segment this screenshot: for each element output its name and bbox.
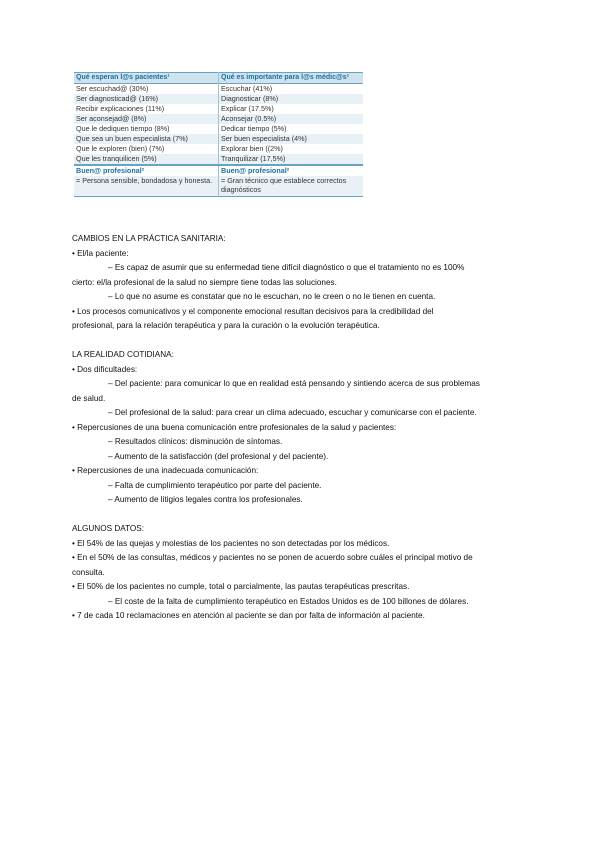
bullet: • En el 50% de las consultas, médicos y pacientes no se ponen de acuerdo sobre cuáles el principal motivo de	[72, 553, 473, 562]
section-title: ALGUNOS DATOS:	[72, 524, 145, 533]
sub-item: – Del profesional de la salud: para crear un clima adecuado, escuchar y comunicarse con el paciente.	[108, 408, 477, 417]
bullet: • Los procesos comunicativos y el componente emocional resultan decisivos para la credibilidad del	[72, 306, 434, 316]
document-body	[72, 232, 532, 624]
sub-item: – Del paciente: para comunicar lo que en realidad está pensando y sintiendo acerca de sus problemas	[108, 379, 480, 388]
cell: Que le exploren (bien) (7%)	[74, 144, 219, 154]
bullet: • Repercusiones de una inadecuada comunicación:	[72, 466, 259, 475]
bullet: • El/la paciente:	[72, 248, 129, 258]
cell: Que les tranquilicen (5%)	[74, 154, 219, 165]
bullet: • Dos dificultades:	[72, 364, 138, 374]
bullet: • El 50% de los pacientes no cumple, total o parcialmente, las pautas terapéuticas prescritas.	[72, 582, 410, 591]
table-row	[74, 94, 363, 104]
cell: Recibir explicaciones (11%)	[74, 104, 219, 114]
cell: Ser aconsejad@ (8%)	[74, 114, 219, 124]
table-footer-row	[74, 176, 363, 197]
subheader-patients: Buen@ profesional²	[74, 165, 219, 176]
header-doctors: Qué es importante para l@s médic@s¹	[221, 74, 350, 81]
sub-item: – Falta de cumplimiento terapéutico por parte del paciente.	[108, 480, 322, 490]
table-row	[74, 144, 363, 154]
cell: Tranquilizar (17,5%)	[221, 154, 286, 163]
section-title: CAMBIOS EN LA PRÁCTICA SANITARIA:	[72, 234, 226, 243]
sub-item: – Lo que no asume es constatar que no le escuchan, no le creen o no le tienen en cuenta.	[108, 292, 436, 301]
expectations-table	[74, 72, 363, 197]
sub-item: – Aumento de la satisfacción (del profesional y del paciente).	[108, 451, 329, 461]
cell: Aconsejar (0.5%)	[221, 114, 277, 123]
sub-item: – El coste de la falta de cumplimiento terapéutico en Estados Unidos es de 100 billones de dólares.	[108, 596, 469, 606]
table-subheader-row	[74, 165, 363, 176]
header-patients: Qué esperan l@s pacientes¹	[74, 73, 219, 84]
cell: Escuchar (41%)	[221, 84, 273, 93]
table-header-row	[74, 73, 363, 84]
cell: Ser escuchad@ (30%)	[74, 84, 219, 95]
spacer	[72, 508, 532, 523]
table-row	[74, 134, 363, 144]
sub-item: – Aumento de litigios legales contra los profesionales.	[108, 495, 303, 504]
table-row	[74, 114, 363, 124]
cell: Explorar bien ((2%)	[221, 144, 283, 153]
subheader-doctors: Buen@ profesional²	[221, 166, 290, 175]
sub-item-continuation: de salud.	[72, 393, 106, 403]
cell: Ser buen especialista (4%)	[221, 134, 307, 143]
cell: Que sea un buen especialista (7%)	[74, 134, 219, 144]
spacer	[72, 334, 532, 349]
table-row	[74, 154, 363, 165]
sub-item: – Resultados clínicos: disminución de síntomas.	[108, 437, 283, 446]
table-row	[74, 104, 363, 114]
cell: Dedicar tiempo (5%)	[221, 124, 287, 133]
sub-item: – Es capaz de asumir que su enfermedad tiene difícil diagnóstico o que el tratamiento no es 100%	[108, 263, 465, 272]
footer-doctors: = Gran técnico que establece correctos diagnósticos	[221, 176, 347, 194]
table-row	[74, 124, 363, 134]
bullet: • Repercusiones de una buena comunicación entre profesionales de la salud y pacientes:	[72, 422, 397, 432]
section-title: LA REALIDAD COTIDIANA:	[72, 350, 174, 359]
cell: Diagnosticar (8%)	[221, 94, 279, 103]
sub-item-continuation: cierto: el/la profesional de la salud no siempre tiene todas las soluciones.	[72, 277, 337, 287]
bullet-continuation: profesional, para la relación terapéutica y para la curación o la evolución terapéutica.	[72, 321, 380, 330]
bullet: • El 54% de las quejas y molestias de los pacientes no son detectadas por los médicos.	[72, 538, 390, 548]
comparison-table-image	[74, 72, 363, 197]
cell: Explicar (17.5%)	[221, 104, 274, 113]
cell: Que le dediquen tiempo (8%)	[74, 124, 219, 134]
table-row	[74, 84, 363, 95]
footer-patients: = Persona sensible, bondadosa y honesta.	[74, 176, 219, 197]
bullet: • 7 de cada 10 reclamaciones en atención al paciente se dan por falta de información al paciente.	[72, 611, 425, 620]
bullet-continuation: consulta.	[72, 567, 105, 577]
cell: Ser diagnosticad@ (16%)	[74, 94, 219, 104]
